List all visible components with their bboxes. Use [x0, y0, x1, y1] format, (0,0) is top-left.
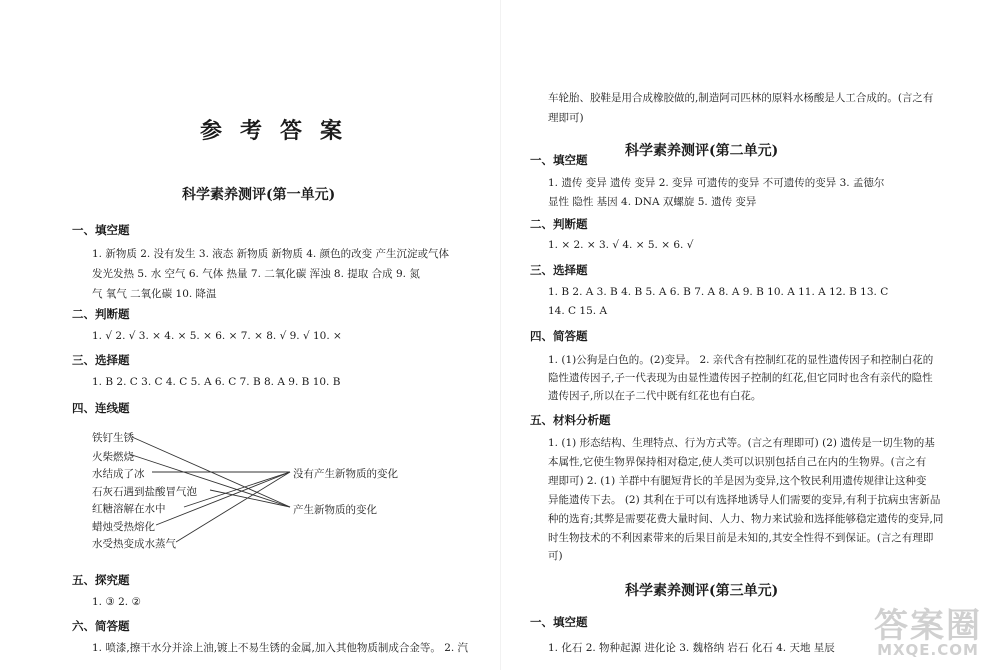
section-material-heading: 五、材料分析题: [530, 413, 611, 427]
match-target: 产生新物质的变化: [293, 504, 377, 516]
section-fill-heading: 一、填空题: [72, 223, 130, 237]
matching-lines: [80, 425, 410, 555]
fill-answer-line: 显性 隐性 基因 4. DNA 双螺旋 5. 遗传 变异: [548, 196, 757, 208]
site-watermark: [874, 606, 982, 659]
material-answer-line: 可): [548, 550, 563, 562]
watermark-url-text: MXQE.COM: [877, 641, 979, 659]
unit2-title: 科学素养测评(第二单元): [625, 143, 779, 159]
material-answer-line: 异能遗传下去。 (2) 其利在于可以有选择地诱导人们需要的变异,有利于抗病虫害新品: [548, 494, 941, 506]
right-page: [500, 0, 1000, 670]
fill-answer-line: 1. 新物质 2. 没有发生 3. 液态 新物质 新物质 4. 颜色的改变 产生沉淀或气体: [92, 248, 449, 260]
material-answer-line: 种的选育;其弊是需要花费大量时间、人力、物力来试验和选择能够稳定遗传的变异,同: [548, 513, 944, 525]
fill-answer-line: 气 氧气 二氧化碳 10. 降温: [92, 288, 217, 300]
explore-answer-line: 1. ③ 2. ②: [92, 596, 141, 608]
section-fill-heading: 一、填空题: [530, 615, 588, 629]
section-judge-heading: 二、判断题: [72, 307, 130, 321]
section-fill-heading: 一、填空题: [530, 153, 588, 167]
section-explore-heading: 五、探究题: [72, 573, 130, 587]
short-answer-line: 遗传因子,所以在子二代中既有红花也有白花。: [548, 390, 762, 402]
section-short-heading: 四、简答题: [530, 329, 588, 343]
short-answer-line: 1. (1)公狗是白色的。(2)变异。 2. 亲代含有控制红花的显性遗传因子和控制白花的: [548, 354, 934, 366]
section-choice-heading: 三、选择题: [72, 353, 130, 367]
match-item: 水结成了冰: [92, 468, 145, 480]
match-item: 蜡烛受热熔化: [92, 521, 155, 533]
choice-answer-line: 1. B 2. C 3. C 4. C 5. A 6. C 7. B 8. A 9. B 10. B: [92, 376, 341, 388]
material-answer-line: 时生物技术的不利因素带来的后果目前是未知的,其安全性得不到保证。(言之有理即: [548, 532, 934, 544]
material-answer-line: 本属性,它使生物界保持相对稳定,使人类可以识别包括自己在内的生物界。(言之有: [548, 456, 927, 468]
fill-answer-line: 1. 遗传 变异 遗传 变异 2. 变异 可遗传的变异 不可遗传的变异 3. 孟德尔: [548, 177, 885, 189]
section-match-heading: 四、连线题: [72, 401, 130, 415]
match-item: 铁钉生锈: [92, 432, 134, 444]
unit3-title: 科学素养测评(第三单元): [625, 583, 779, 599]
match-item: 红糖溶解在水中: [92, 503, 166, 515]
fill-answer-line: 1. 化石 2. 物种起源 进化论 3. 魏格纳 岩石 化石 4. 天地 星辰: [548, 642, 835, 654]
fill-answer-line: 发光发热 5. 水 空气 6. 气体 热量 7. 二氧化碳 浑浊 8. 提取 合成 9. 氮: [92, 268, 420, 280]
section-short-heading: 六、简答题: [72, 619, 130, 633]
section-choice-heading: 三、选择题: [530, 263, 588, 277]
page-title: 参考答案: [200, 118, 361, 144]
continued-answer-line: 车轮胎、胶鞋是用合成橡胶做的,制造阿司匹林的原料水杨酸是人工合成的。(言之有: [548, 92, 934, 104]
short-answer-line: 隐性遗传因子,子一代表现为由显性遗传因子控制的红花,但它同时也含有亲代的隐性: [548, 372, 933, 384]
match-item: 水受热变成水蒸气: [92, 538, 176, 550]
choice-answer-line: 1. B 2. A 3. B 4. B 5. A 6. B 7. A 8. A 9. B 10. A 11. A 12. B 13. C: [548, 286, 889, 298]
material-answer-line: 理即可) 2. (1) 羊群中有腿短背长的羊是因为变异,这个牧民利用遗传规律让这种变: [548, 475, 927, 487]
continued-answer-line: 理即可): [548, 112, 584, 124]
match-line: [176, 472, 290, 542]
watermark-logo-text: 答案圈: [874, 606, 982, 646]
choice-answer-line: 14. C 15. A: [548, 305, 608, 317]
unit1-title: 科学素养测评(第一单元): [182, 187, 336, 203]
material-answer-line: 1. (1) 形态结构、生理特点、行为方式等。(言之有理即可) (2) 遗传是一切生物的基: [548, 437, 935, 449]
match-item: 火柴燃烧: [92, 451, 134, 463]
judge-answer-line: 1. × 2. × 3. √ 4. × 5. × 6. √: [548, 239, 694, 251]
match-target: 没有产生新物质的变化: [293, 468, 398, 480]
judge-answer-line: 1. √ 2. √ 3. × 4. × 5. × 6. × 7. × 8. √ 9. √ 10. ×: [92, 330, 342, 342]
section-judge-heading: 二、判断题: [530, 217, 588, 231]
short-answer-line: 1. 喷漆,擦干水分并涂上油,镀上不易生锈的金属,加入其他物质制成合金等。 2. 汽: [92, 642, 469, 654]
match-item: 石灰石遇到盐酸冒气泡: [92, 486, 197, 498]
